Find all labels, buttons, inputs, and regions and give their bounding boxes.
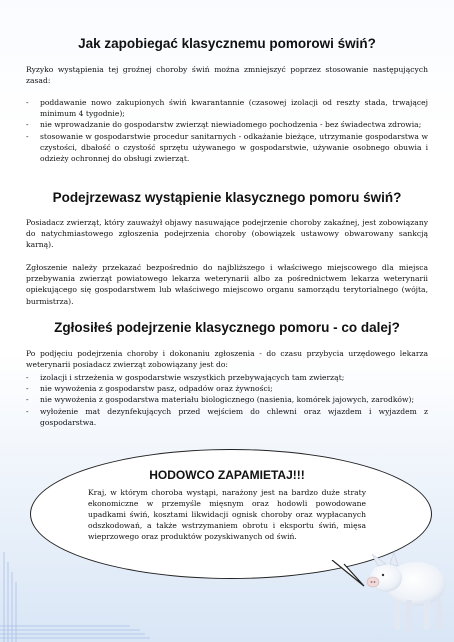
list-item: - stosowanie w gospodarstwie procedur sanitarnych - odkażanie bieżące, utrzymanie gospodarstwa w czystości, dbałość o czystość sprzętu używanego w gospodarstwie, używanie osobnego obuwia i odzieży ochronnej do obsługi zwierząt. [26, 131, 428, 165]
list-item: - izolacji i strzeżenia w gospodarstwie wszystkich przebywających tam zwierząt; [26, 372, 428, 383]
callout-title: HODOWCO ZAPAMIETAJ!!! [149, 468, 305, 482]
list-item: - poddawanie nowo zakupionych świń kwarantannie (czasowej izolacji od reszty stada, trwającej minimum 4 tygodnie); [26, 97, 428, 119]
pig-illustration [364, 538, 450, 638]
list-item: - wyłożenie mat dezynfekujących przed wejściem do chlewni oraz wjazdem i wyjazdem z gospodarstwa. [26, 406, 428, 428]
section3-intro: Po podjęciu podejrzenia choroby i dokonaniu zgłoszenia - do czasu przybycia urzędowego lekarza weterynarii posiadacz zwierząt zobowiązany jest do: [26, 349, 428, 370]
list-item: - nie wprowadzanie do gospodarstw zwierząt niewiadomego pochodzenia - bez świadectwa zdrowia; [26, 119, 428, 130]
list-item: - nie wywożenia z gospodarstw pasz, odpadów oraz żywności; [26, 383, 428, 394]
section2-para1: Posiadacz zwierząt, który zauważył objawy nasuwające podejrzenie choroby zakaźnej, jest zobowiązany do natychmiastowego zgłoszenia podejrzenia choroby (obowiązek ustawowy obwarowany sankcją karną). [26, 218, 428, 250]
section1-list [26, 97, 428, 164]
callout-text: Kraj, w którym choroba wystąpi, narażony jest na bardzo duże straty ekonomiczne w przemyśle mięsnym oraz hodowli powodowane upadkami świń, kosztami likwidacji ognisk choroby oraz wypłacanych odszkodowań, a także wstrzymaniem obrotu i eksportu świń, mięsa wieprzowego oraz produktów pozyskiwanych od świń. [88, 488, 366, 541]
section3-list [26, 372, 428, 428]
list-item: - nie wywożenia z gospodarstwa materiału biologicznego (nasienia, komórek jajowych, zarodków); [26, 394, 428, 405]
section3-heading: Zgłosiłeś podejrzenie klasycznego pomoru - co dalej? [54, 320, 400, 335]
section2-heading: Podejrzewasz wystąpienie klasycznego pomoru świń? [52, 190, 402, 205]
section2-para2: Zgłoszenie należy przekazać bezpośrednio do najbliższego i właściwego miejscowego dla miejsca przebywania zwierząt powiatowego lekarza weterynarii albo za pośrednictwem lekarza weterynarii opiekującego się gospodarstwem lub właściwego miejscowo organu samorządu terytorialnego (wójta, burmistrza). [26, 263, 428, 306]
section1-heading: Jak zapobiegać klasycznemu pomorowi świń? [78, 36, 376, 51]
section1-intro: Ryzyko wystąpienia tej groźnej choroby świń można zmniejszyć poprzez stosowanie następujących zasad: [26, 65, 428, 86]
